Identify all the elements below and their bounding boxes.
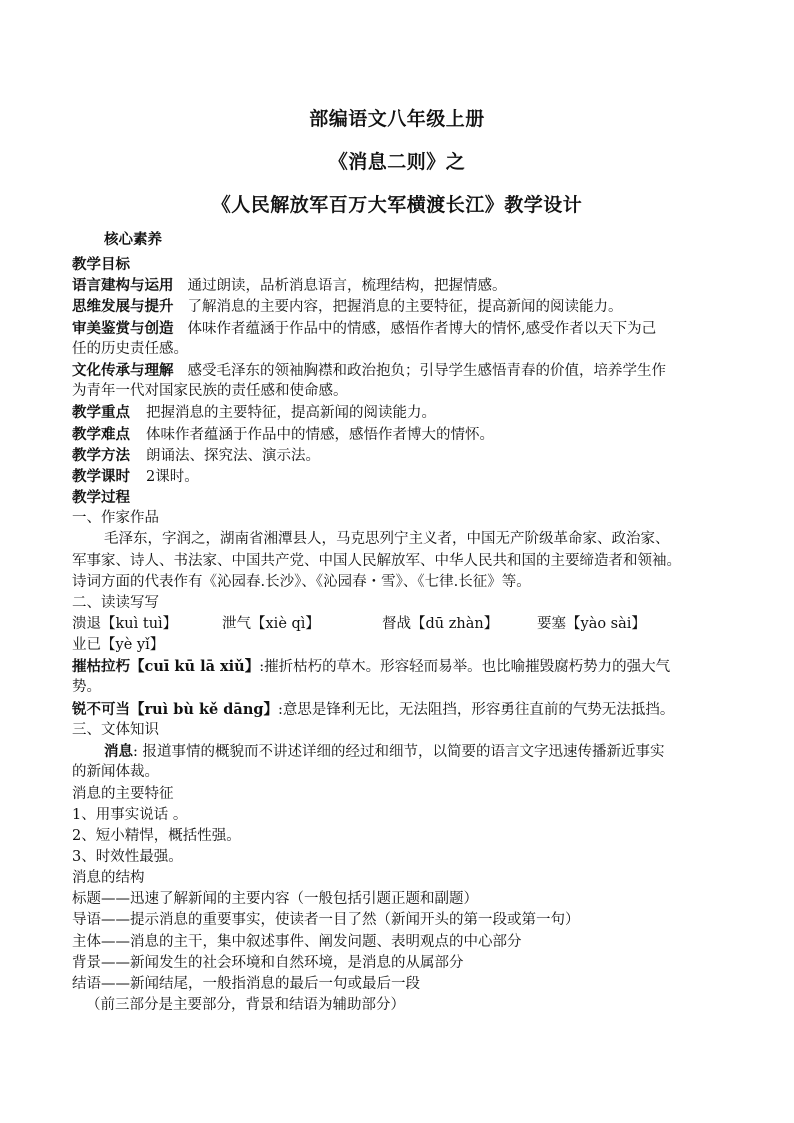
goal-text: 通过朗读，品析消息语言，梳理结构，把握情感。 (187, 278, 507, 294)
feature-item: 3、时效性最强。 (72, 849, 183, 865)
feature-item: 2、短小精悍，概括性强。 (72, 828, 241, 844)
structure-item: 标题——迅速了解新闻的主要内容（一般包括引题正题和副题） (72, 891, 478, 907)
news-definition-label: 消息 (104, 743, 133, 760)
news-definition-text: : 报道事情的概貌而不讲述详细的经过和细节，以简要的语言文字迅速传播新近事实 (133, 744, 665, 760)
vocab-idiom-definition: :意思是锋利无比，无法阻挡，形容勇往直前的气势无法抵挡。 (278, 702, 675, 718)
vocab-idiom (72, 656, 732, 678)
goal-culture (72, 360, 732, 382)
class-hours (72, 466, 732, 488)
structure-item: 主体——消息的主干，集中叙述事件、阐发问题、表明观点的中心部分 (72, 934, 522, 950)
vocab-word: 督战【dū zhàn】 (382, 616, 499, 632)
key-point-text: 把握消息的主要特征，提高新闻的阅读能力。 (146, 405, 436, 421)
author-paragraph-line3: 诗词方面的代表作有《沁园春.长沙》、《沁园春・雪》、《七律.长征》等。 (72, 574, 531, 590)
key-point-label: 教学重点 (72, 404, 130, 421)
vocab-idiom-definition: :摧折枯朽的草木。形容轻而易举。也比喻摧毁腐朽势力的强大气 (259, 659, 671, 675)
vocab-idiom-continued: 势。 (72, 679, 101, 695)
goal-label: 文化传承与理解 (72, 362, 174, 379)
core-literacy-heading: 核心素养 (104, 231, 162, 248)
goal-thinking (72, 296, 732, 318)
vocab-word: 要塞【yào sài】 (537, 616, 646, 632)
structure-item: 背景——新闻发生的社会环境和自然环境，是消息的从属部分 (72, 955, 464, 971)
structure-item: 导语——提示消息的重要事实，使读者一目了然（新闻开头的第一段或第一句） (72, 912, 580, 928)
goal-label: 语言建构与运用 (72, 277, 174, 294)
goal-label: 审美鉴赏与创造 (72, 320, 174, 337)
section-genre-heading: 三、文体知识 (72, 722, 159, 738)
goal-language (72, 275, 732, 297)
section-vocabulary-heading: 二、读读写写 (72, 595, 159, 611)
section-author-heading: 一、作家作品 (72, 510, 159, 526)
goal-text: 感受毛泽东的领袖胸襟和政治抱负；引导学生感悟青春的价值，培养学生作 (187, 363, 666, 379)
structure-item: 结语——新闻结尾，一般指消息的最后一句或最后一段 (72, 976, 420, 992)
methods-label: 教学方法 (72, 447, 130, 464)
teaching-process-heading: 教学过程 (72, 489, 130, 506)
features-heading: 消息的主要特征 (72, 786, 174, 802)
structure-note: （前三部分是主要部分，背景和结语为辅助部分） (86, 997, 405, 1013)
vocab-idiom (72, 699, 732, 721)
vocab-word: 泄气【xiè qì】 (222, 616, 320, 632)
vocabulary-row (72, 614, 732, 635)
goal-culture-continued: 为青年一代对国家民族的责任感和使命感。 (72, 383, 348, 399)
goal-text: 了解消息的主要内容，把握消息的主要特征，提高新闻的阅读能力。 (187, 299, 623, 315)
goal-aesthetic-continued: 任的历史责任感。 (72, 341, 188, 357)
news-definition-continued: 的新闻体裁。 (72, 764, 159, 780)
class-hours-text: 2课时。 (146, 469, 199, 485)
class-hours-label: 教学课时 (72, 468, 130, 485)
goal-aesthetic (72, 318, 732, 340)
vocab-word: 溃退【kuì tuì】 (72, 616, 178, 632)
goal-text: 体味作者蕴涵于作品中的情感，感悟作者博大的情怀,感受作者以天下为己 (187, 321, 657, 337)
vocab-idiom-term: 锐不可当【ruì bù kě dāng】 (72, 701, 279, 718)
methods (72, 445, 732, 467)
difficulty-label: 教学难点 (72, 426, 130, 443)
author-paragraph-line2: 军事家、诗人、书法家、中国共产党、中国人民解放军、中华人民共和国的主要缔造者和领袖。 (72, 553, 681, 569)
difficulty-text: 体味作者蕴涵于作品中的情感，感悟作者博大的情怀。 (146, 427, 494, 443)
vocab-idiom-term: 摧枯拉朽【cuī kū lā xiǔ】 (72, 658, 260, 675)
feature-item: 1、用事实说话 。 (72, 807, 188, 823)
document-title: 部编语文八年级上册 (309, 108, 485, 130)
methods-text: 朗诵法、探究法、演示法。 (146, 448, 320, 464)
difficulty (72, 424, 732, 446)
document-subtitle: 《消息二则》之 (328, 151, 466, 173)
key-point (72, 402, 732, 424)
goal-label: 思维发展与提升 (72, 298, 174, 315)
lesson-title: 《人民解放军百万大军横渡长江》教学设计 (211, 194, 583, 216)
vocab-word: 业已【yè yǐ】 (72, 637, 165, 653)
news-definition (104, 741, 764, 763)
author-paragraph-line1: 毛泽东，字润之，湖南省湘潭县人，马克思列宁主义者，中国无产阶级革命家、政治家、 (104, 531, 670, 547)
teaching-goals-heading: 教学目标 (72, 256, 130, 273)
structure-heading: 消息的结构 (72, 870, 145, 886)
